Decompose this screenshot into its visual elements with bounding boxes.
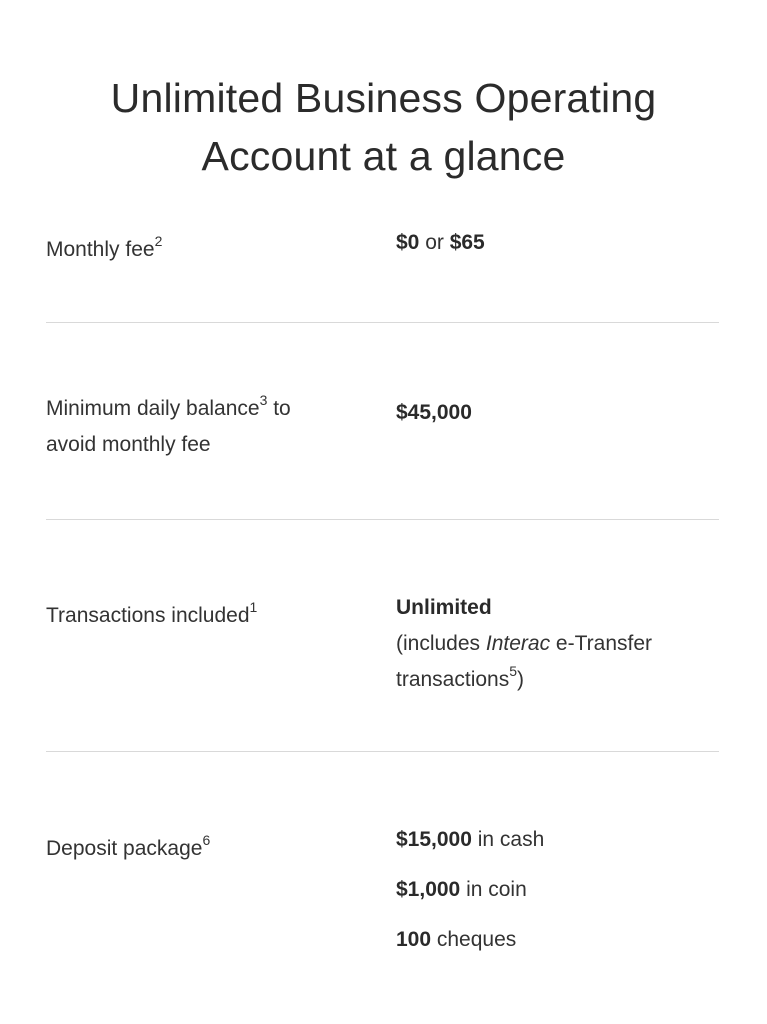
deposit-item-cash: $15,000 in cash — [396, 828, 545, 851]
deposit-package-list — [396, 822, 726, 972]
divider — [46, 519, 719, 520]
row-value: $0 or $65 — [396, 231, 485, 254]
deposit-item-coin: $1,000 in coin — [396, 878, 527, 901]
row-label: Minimum daily balance$^3$ to avoid monthly fee — [46, 392, 291, 456]
footnote-ref[interactable]: 1 — [249, 599, 258, 615]
row-label: Deposit package$^6$ — [46, 832, 211, 860]
page-title-line2: Account at a glance — [201, 133, 566, 180]
footnote-ref[interactable]: 2 — [154, 233, 163, 249]
row-label: Transactions included$^1$ — [46, 599, 258, 627]
row-label: Monthly fee$^2$ — [46, 233, 163, 261]
divider — [46, 751, 719, 752]
row-value: Unlimited (includes Interac e-Transfer transactions$^5$) — [396, 596, 653, 691]
footnote-ref[interactable]: 5 — [509, 663, 518, 679]
footnote-ref[interactable]: 6 — [202, 832, 211, 848]
deposit-item-cheques: 100 cheques — [396, 928, 517, 951]
row-value: $45,000 — [396, 401, 472, 424]
page-title — [0, 69, 767, 185]
page-title-line1: Unlimited Business Operating — [110, 75, 657, 122]
divider — [46, 322, 719, 323]
footnote-ref[interactable]: 3 — [259, 392, 268, 408]
